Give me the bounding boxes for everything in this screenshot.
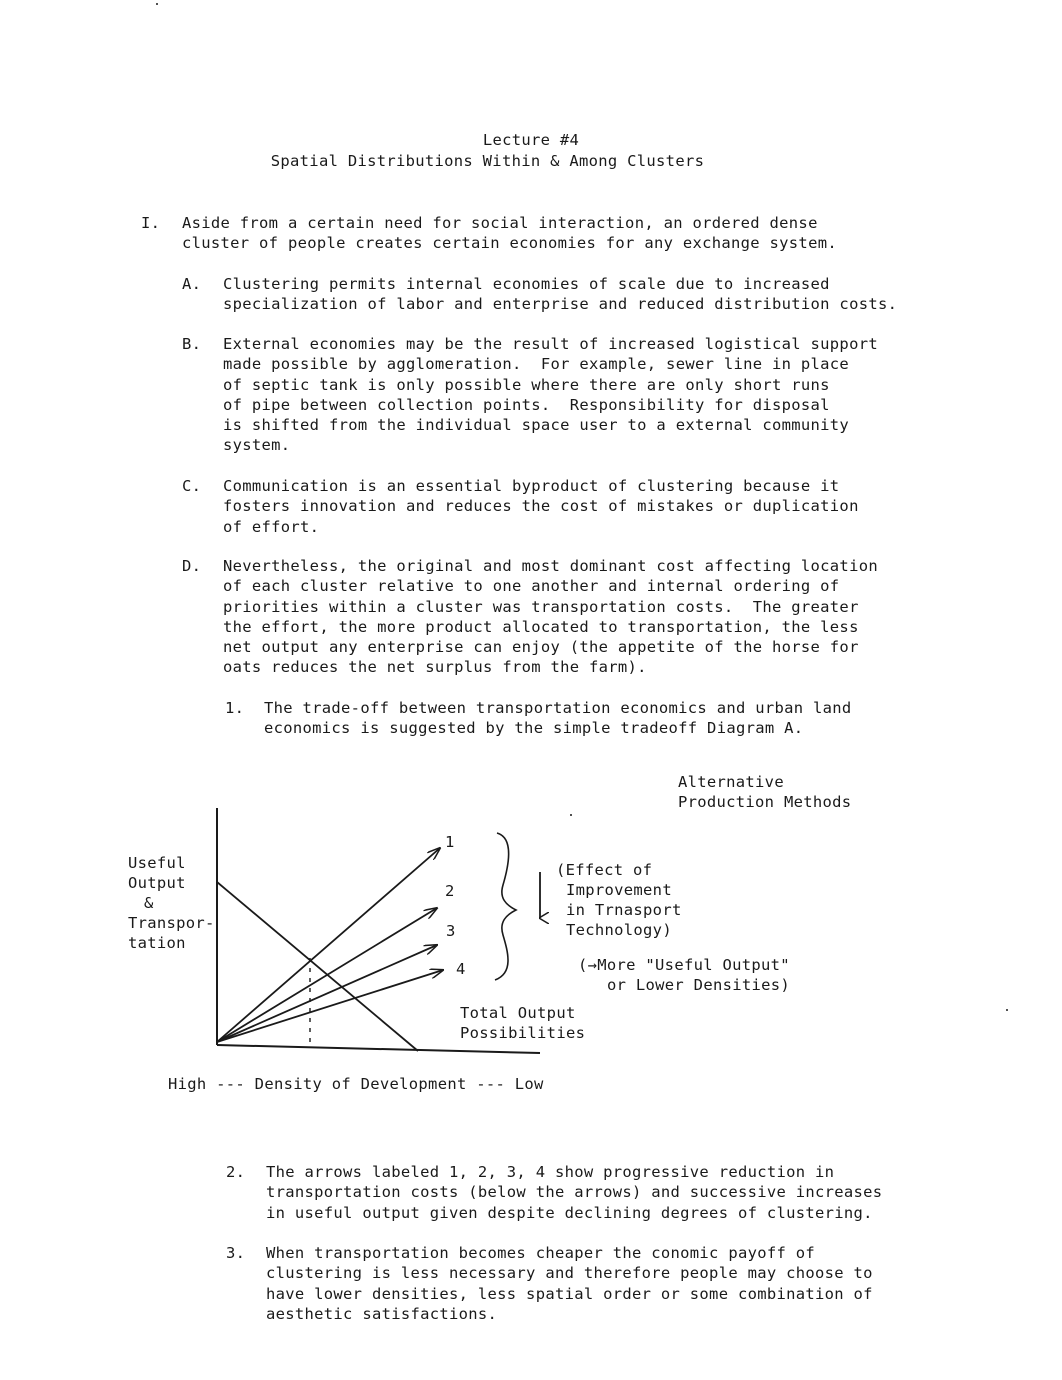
- subitem-label-3: 3.: [226, 1244, 246, 1262]
- item-label-b: B.: [182, 335, 202, 353]
- more-output-note: (→More "Useful Output" or Lower Densities): [578, 956, 791, 994]
- arrow-2: [217, 908, 437, 1042]
- item-paragraph-a: Clustering permits internal economies of scale due to increased specialization of labor and enterprise and reduced distribution costs.: [223, 275, 898, 314]
- arrow-1: [217, 848, 440, 1042]
- item-label-a: A.: [182, 275, 202, 293]
- page-subtitle: Spatial Distributions Within & Among Clusters: [270, 152, 705, 170]
- arrow-label-3: 3: [446, 922, 456, 940]
- arrow-label-4: 4: [456, 960, 466, 978]
- x-axis: [217, 1045, 540, 1053]
- y-axis-label: Useful Output & Transpor- tation: [128, 854, 215, 952]
- item-paragraph-b: External economies may be the result of increased logistical support made possible by agglomeration. For example, sewer line in place of septic tank is only possible where there are only short runs of pipe between collection points. Responsibility for disposal is shifted from the individual space user to a external community system.: [223, 335, 878, 455]
- x-axis-caption: High --- Density of Development --- Low: [168, 1075, 544, 1093]
- arrow-label-1: 1: [445, 833, 455, 851]
- page-title: Lecture #4: [482, 131, 580, 149]
- effect-note: (Effect of Improvement in Trnasport Technology): [556, 861, 682, 939]
- subitem-paragraph-2: The arrows labeled 1, 2, 3, 4 show progressive reduction in transportation costs (below the arrows) and successive increases in useful output given despite declining degrees of clustering.: [266, 1163, 883, 1222]
- subitem-label-1: 1.: [225, 699, 245, 717]
- total-output-label: Total Output Possibilities: [460, 1004, 586, 1042]
- arrow-4: [217, 970, 443, 1042]
- curly-brace: [495, 833, 516, 980]
- item-paragraph-c: Communication is an essential byproduct of clustering because it fosters innovation and reduces the cost of mistakes or duplication of effort.: [223, 477, 859, 536]
- alternative-methods-label: Alternative Production Methods: [678, 773, 852, 811]
- section-number: I.: [141, 214, 161, 232]
- section-paragraph: Aside from a certain need for social interaction, an ordered dense cluster of people creates certain economies for any exchange system.: [182, 214, 837, 253]
- subitem-paragraph-1: The trade-off between transportation economics and urban land economics is suggested by the simple tradeoff Diagram A.: [264, 699, 852, 738]
- subitem-paragraph-3: When transportation becomes cheaper the conomic payoff of clustering is less necessary and therefore people may choose to have lower densities, less spatial order or some combination of aesthetic satisfactions.: [266, 1244, 873, 1323]
- item-label-c: C.: [182, 477, 202, 495]
- arrow-label-2: 2: [445, 882, 455, 900]
- arrow-3: [217, 945, 437, 1042]
- item-label-d: D.: [182, 557, 202, 575]
- subitem-label-2: 2.: [226, 1163, 246, 1181]
- item-paragraph-d: Nevertheless, the original and most dominant cost affecting location of each cluster relative to one another and internal ordering of priorities within a cluster was transportation costs. The greater the effort, the more product allocated to transportation, the less net output any enterprise can enjoy (the appetite of the horse for oats reduces the net surplus from the farm).: [223, 557, 878, 677]
